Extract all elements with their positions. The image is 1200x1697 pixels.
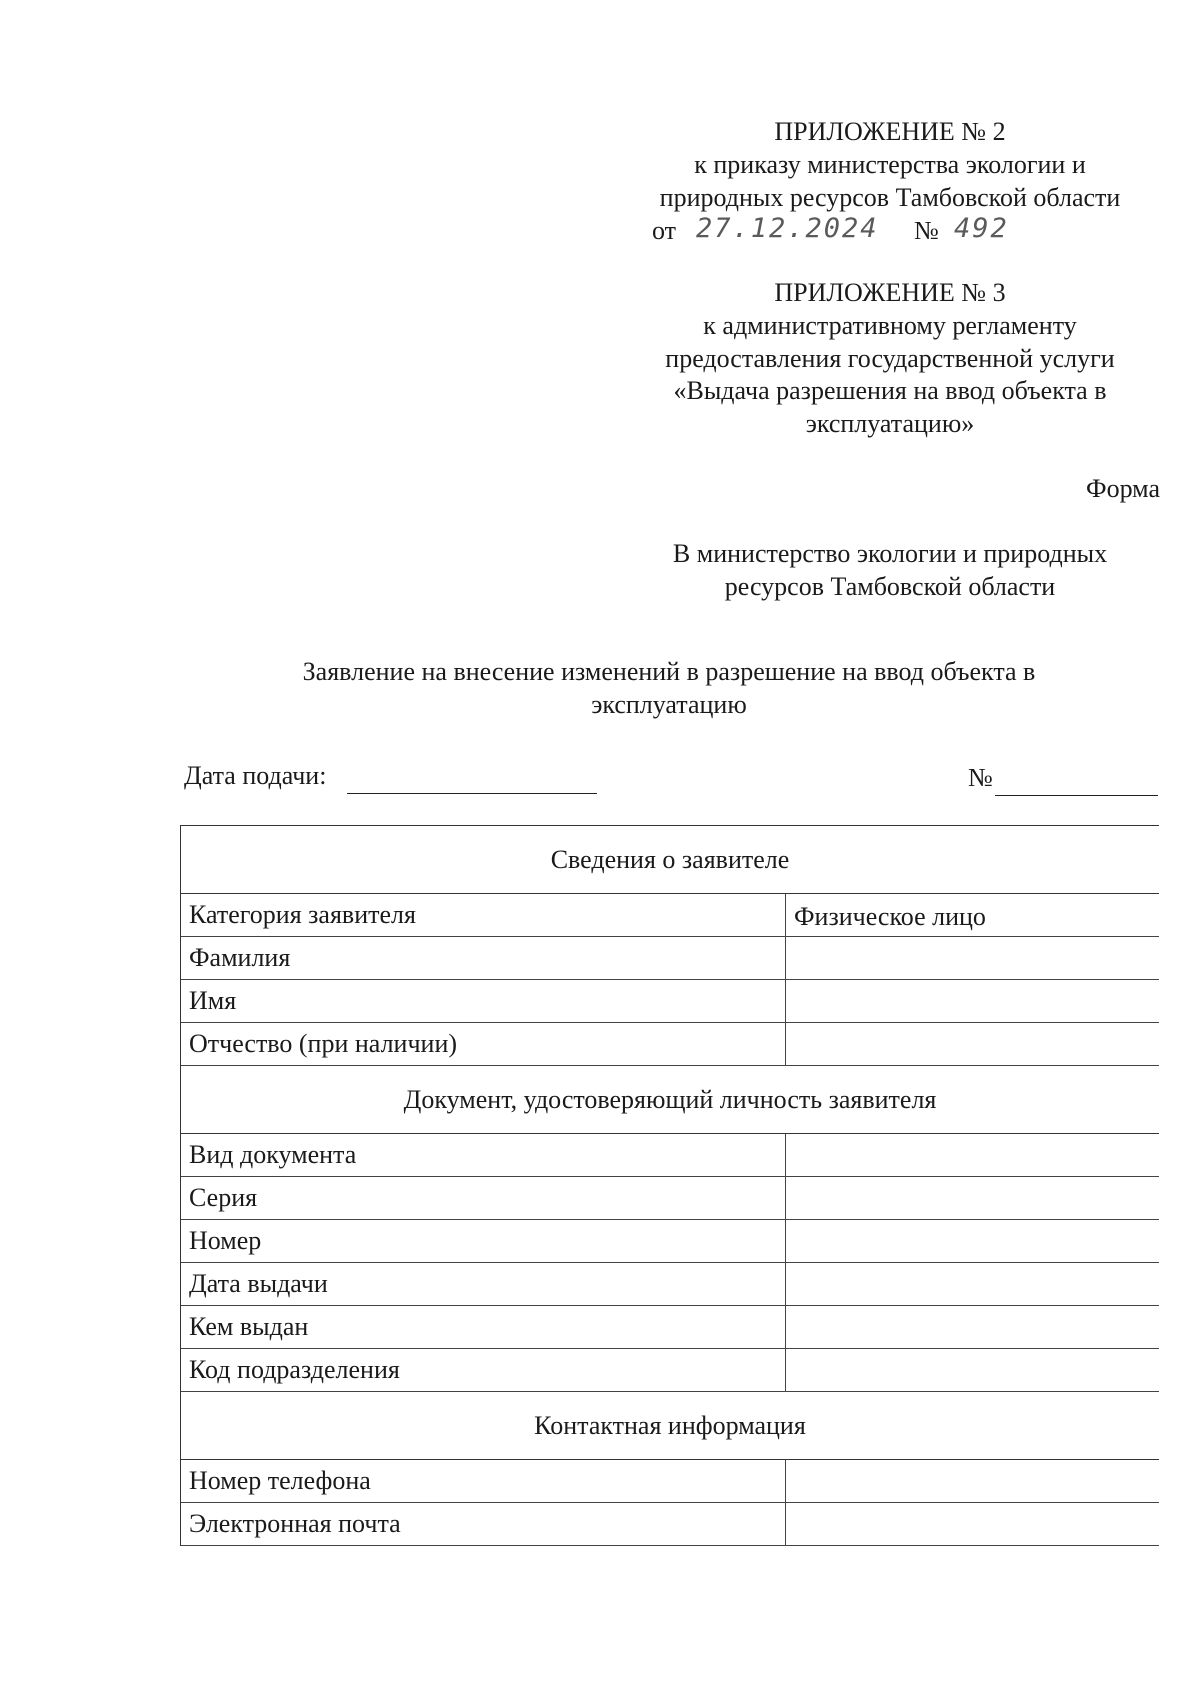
row-label-first-name: Имя bbox=[181, 980, 786, 1022]
row-label-surname: Фамилия bbox=[181, 937, 786, 979]
table-row bbox=[181, 1349, 1159, 1392]
row-label-number: Номер bbox=[181, 1220, 786, 1262]
row-value-document-type[interactable] bbox=[786, 1134, 1159, 1176]
table-row bbox=[181, 894, 1159, 937]
row-label-document-type: Вид документа bbox=[181, 1134, 786, 1176]
appendix-3-line-2: предоставления государственной услуги bbox=[665, 344, 1115, 373]
submission-date-label: Дата подачи: bbox=[184, 761, 327, 790]
table-row bbox=[181, 980, 1159, 1023]
submission-number-field[interactable] bbox=[995, 795, 1158, 796]
submission-date-field[interactable] bbox=[347, 793, 597, 794]
row-value-surname[interactable] bbox=[786, 937, 1159, 979]
form-label: Форма bbox=[1086, 474, 1160, 503]
applicant-table bbox=[180, 825, 1159, 1546]
row-value-patronymic[interactable] bbox=[786, 1023, 1159, 1065]
row-value-applicant-category[interactable]: Физическое лицо bbox=[794, 902, 986, 931]
appendix-3-line-1: к административному регламенту bbox=[703, 311, 1077, 340]
row-label-issue-date: Дата выдачи bbox=[181, 1263, 786, 1305]
document-title-line-1: Заявление на внесение изменений в разрешение на ввод объекта в bbox=[302, 657, 1036, 686]
section-identity-document: Документ, удостоверяющий личность заявителя bbox=[181, 1066, 1159, 1134]
table-row bbox=[181, 1503, 1159, 1546]
appendix-3-title: ПРИЛОЖЕНИЕ № 3 bbox=[774, 278, 1006, 307]
appendix-2-line-1: к приказу министерства экологии и bbox=[694, 150, 1086, 179]
row-value-issue-date[interactable] bbox=[786, 1263, 1159, 1305]
row-value-series[interactable] bbox=[786, 1177, 1159, 1219]
order-number-handwritten: 492 bbox=[954, 213, 1009, 244]
order-date-label: от bbox=[652, 216, 677, 245]
table-row bbox=[181, 1177, 1159, 1220]
table-row bbox=[181, 1134, 1159, 1177]
row-value-department-code[interactable] bbox=[786, 1349, 1159, 1391]
section-contact-info: Контактная информация bbox=[181, 1392, 1159, 1460]
table-row bbox=[181, 1263, 1159, 1306]
row-label-patronymic: Отчество (при наличии) bbox=[181, 1023, 786, 1065]
appendix-3-line-4: эксплуатацию» bbox=[805, 409, 975, 438]
section-applicant-info: Сведения о заявителе bbox=[181, 826, 1159, 894]
table-row bbox=[181, 1306, 1159, 1349]
row-label-issued-by: Кем выдан bbox=[181, 1306, 786, 1348]
appendix-3-line-3: «Выдача разрешения на ввод объекта в bbox=[673, 376, 1107, 405]
addressee-line-1: В министерство экологии и природных bbox=[672, 539, 1108, 568]
row-label-series: Серия bbox=[181, 1177, 786, 1219]
appendix-2-line-2: природных ресурсов Тамбовской области bbox=[659, 183, 1121, 212]
table-row bbox=[181, 937, 1159, 980]
order-number-label: № bbox=[914, 216, 939, 245]
submission-number-label: № bbox=[968, 763, 993, 792]
document-title-line-2: эксплуатацию bbox=[591, 690, 747, 719]
row-label-phone: Номер телефона bbox=[181, 1460, 786, 1502]
row-value-issued-by[interactable] bbox=[786, 1306, 1159, 1348]
row-label-email: Электронная почта bbox=[181, 1503, 786, 1545]
row-value-email[interactable] bbox=[786, 1503, 1159, 1545]
row-label-department-code: Код подразделения bbox=[181, 1349, 786, 1391]
table-row bbox=[181, 1023, 1159, 1066]
row-value-phone[interactable] bbox=[786, 1460, 1159, 1502]
addressee-line-2: ресурсов Тамбовской области bbox=[724, 572, 1056, 601]
row-value-first-name[interactable] bbox=[786, 980, 1159, 1022]
table-row bbox=[181, 1460, 1159, 1503]
table-row bbox=[181, 1220, 1159, 1263]
row-label-applicant-category: Категория заявителя bbox=[181, 894, 786, 936]
order-date-handwritten: 27.12.2024 bbox=[696, 213, 879, 244]
row-value-number[interactable] bbox=[786, 1220, 1159, 1262]
appendix-2-title: ПРИЛОЖЕНИЕ № 2 bbox=[774, 117, 1006, 146]
